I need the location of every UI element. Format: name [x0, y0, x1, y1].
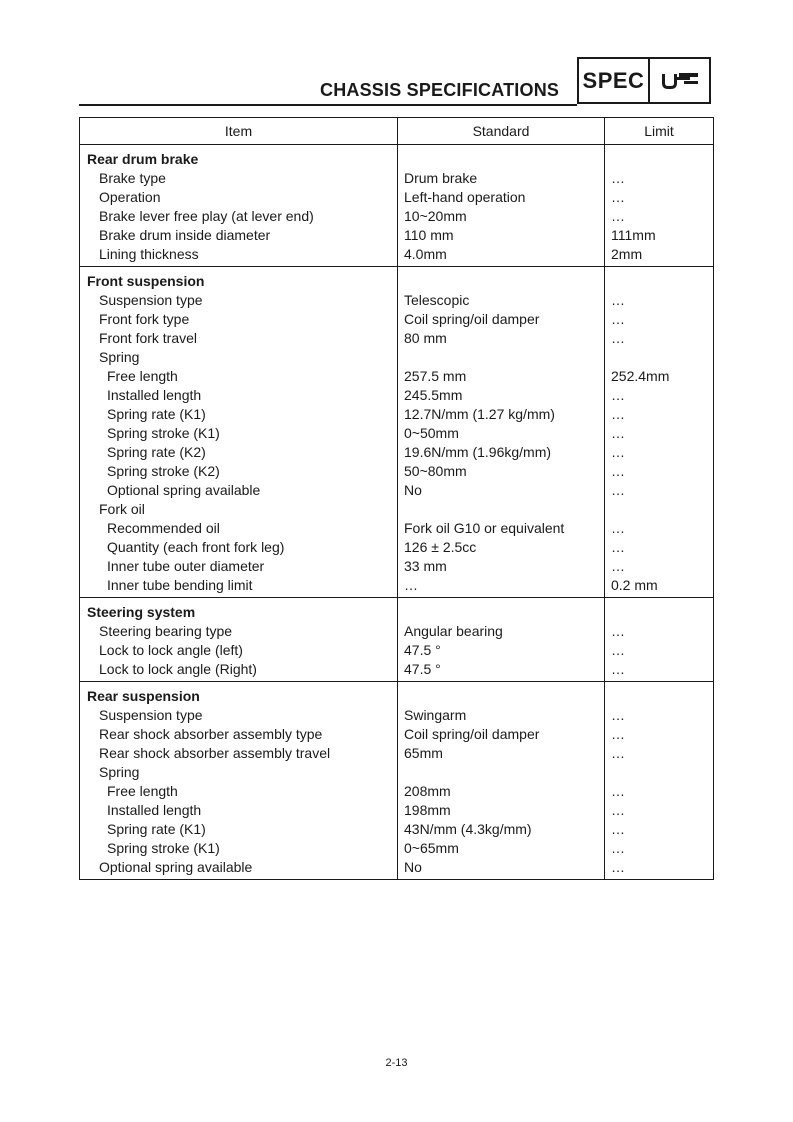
wrench-icon: [650, 59, 709, 102]
standard-value: 47.5 °: [404, 661, 441, 677]
standard-value: Coil spring/oil damper: [404, 311, 540, 327]
item-label: Brake lever free play (at lever end): [99, 208, 314, 224]
limit-value: …: [611, 330, 625, 346]
standard-value: 80 mm: [404, 330, 447, 346]
item-label: Optional spring available: [107, 482, 261, 498]
item-label: Free length: [107, 368, 178, 384]
limit-value: …: [611, 425, 625, 441]
standard-value: No: [404, 859, 422, 875]
item-label: Spring stroke (K2): [107, 463, 220, 479]
standard-cell: [398, 682, 605, 880]
standard-value: 245.5mm: [404, 387, 463, 403]
standard-value: [404, 603, 598, 622]
standard-value: 126 ± 2.5cc: [404, 539, 477, 555]
limit-cell: [605, 682, 714, 880]
item-label: Recommended oil: [107, 520, 220, 536]
item-label: Lock to lock angle (Right): [99, 661, 257, 677]
page-number: 2-13: [385, 1057, 408, 1069]
item-label: Front fork type: [99, 311, 190, 327]
item-label: Fork oil: [99, 501, 145, 517]
standard-value: 65mm: [404, 745, 443, 761]
standard-value: 47.5 °: [404, 642, 441, 658]
limit-value: …: [611, 189, 625, 205]
standard-value: Swingarm: [404, 707, 467, 723]
standard-value: Fork oil G10 or equivalent: [404, 520, 565, 536]
column-header-limit: Limit: [605, 118, 714, 145]
limit-value: …: [611, 520, 625, 536]
item-label: Suspension type: [99, 292, 203, 308]
item-cell: [80, 267, 398, 598]
standard-value: Coil spring/oil damper: [404, 726, 540, 742]
standard-value: 257.5 mm: [404, 368, 467, 384]
limit-value: 252.4mm: [611, 368, 670, 384]
limit-value: …: [611, 726, 625, 742]
item-label: Lining thickness: [99, 246, 199, 262]
item-label: Rear shock absorber assembly type: [99, 726, 323, 742]
spec-badge: [577, 57, 711, 104]
item-label: Spring rate (K1): [107, 821, 206, 837]
standard-value: 0~50mm: [404, 425, 459, 441]
limit-value: …: [611, 444, 625, 460]
chassis-spec-table: [79, 117, 714, 880]
item-label: Spring: [99, 764, 140, 780]
limit-value: …: [611, 558, 625, 574]
standard-value: 0~65mm: [404, 840, 459, 856]
standard-value: Angular bearing: [404, 623, 503, 639]
item-label: Spring stroke (K1): [107, 425, 220, 441]
standard-cell: [398, 145, 605, 267]
column-header-item: Item: [80, 118, 398, 145]
limit-value: …: [611, 821, 625, 837]
standard-value: 12.7N/mm (1.27 kg/mm): [404, 406, 555, 422]
limit-value: …: [611, 406, 625, 422]
standard-value: 19.6N/mm (1.96kg/mm): [404, 444, 552, 460]
item-label: Spring rate (K1): [107, 406, 206, 422]
standard-value: Left-hand operation: [404, 189, 526, 205]
standard-value: No: [404, 482, 422, 498]
limit-value: …: [611, 539, 625, 555]
item-label: Rear shock absorber assembly travel: [99, 745, 331, 761]
limit-value: 2mm: [611, 246, 643, 262]
item-label: Installed length: [107, 387, 202, 403]
standard-cell: [398, 598, 605, 682]
limit-value: …: [611, 482, 625, 498]
standard-value: 110 mm: [404, 227, 454, 243]
standard-value: [404, 348, 598, 367]
limit-value: …: [611, 292, 625, 308]
limit-value: 111mm: [611, 227, 656, 243]
section-rear-drum-brake: [80, 145, 714, 267]
standard-value: [404, 272, 598, 291]
item-cell: [80, 598, 398, 682]
standard-value: 10~20mm: [404, 208, 467, 224]
column-header-standard: Standard: [398, 118, 605, 145]
limit-cell: [605, 145, 714, 267]
standard-value: 198mm: [404, 802, 451, 818]
item-label: Inner tube bending limit: [107, 577, 253, 593]
limit-value: [611, 687, 707, 706]
page-title: CHASSIS SPECIFICATIONS: [320, 80, 560, 100]
standard-cell: [398, 267, 605, 598]
standard-value: 4.0mm: [404, 246, 447, 262]
item-label: Spring: [99, 349, 140, 365]
limit-value: …: [611, 208, 625, 224]
section-title: Rear drum brake: [87, 151, 199, 167]
limit-value: …: [611, 707, 625, 723]
limit-value: [611, 500, 707, 519]
table-header-row: [80, 118, 714, 145]
item-label: Optional spring available: [99, 859, 253, 875]
standard-value: [404, 763, 598, 782]
standard-value: Drum brake: [404, 170, 478, 186]
item-label: Brake drum inside diameter: [99, 227, 271, 243]
section-front-suspension: [80, 267, 714, 598]
limit-value: …: [611, 170, 625, 186]
standard-value: 208mm: [404, 783, 451, 799]
item-label: Operation: [99, 189, 161, 205]
item-label: Lock to lock angle (left): [99, 642, 243, 658]
item-label: Inner tube outer diameter: [107, 558, 265, 574]
limit-value: …: [611, 802, 625, 818]
item-cell: [80, 682, 398, 880]
item-label: Front fork travel: [99, 330, 198, 346]
limit-cell: [605, 598, 714, 682]
limit-value: [611, 603, 707, 622]
limit-cell: [605, 267, 714, 598]
item-label: Installed length: [107, 802, 202, 818]
spec-badge-label: SPEC: [579, 59, 650, 102]
limit-value: …: [611, 642, 625, 658]
section-title: Steering system: [87, 604, 196, 620]
standard-value: 33 mm: [404, 558, 447, 574]
standard-value: 43N/mm (4.3kg/mm): [404, 821, 532, 837]
limit-value: …: [611, 623, 625, 639]
limit-value: [611, 348, 707, 367]
standard-value: …: [404, 577, 418, 593]
limit-value: …: [611, 783, 625, 799]
limit-value: [611, 272, 707, 291]
limit-value: …: [611, 311, 625, 327]
standard-value: [404, 500, 598, 519]
limit-value: …: [611, 661, 625, 677]
item-label: Steering bearing type: [99, 623, 233, 639]
item-cell: [80, 145, 398, 267]
item-label: Brake type: [99, 170, 166, 186]
limit-value: …: [611, 859, 625, 875]
standard-value: 50~80mm: [404, 463, 467, 479]
limit-value: …: [611, 840, 625, 856]
section-title: Front suspension: [87, 273, 205, 289]
item-label: Suspension type: [99, 707, 203, 723]
standard-value: [404, 150, 598, 169]
limit-value: …: [611, 745, 625, 761]
item-label: Spring rate (K2): [107, 444, 206, 460]
limit-value: [611, 763, 707, 782]
section-steering-system: [80, 598, 714, 682]
item-label: Quantity (each front fork leg): [107, 539, 285, 555]
section-rear-suspension: [80, 682, 714, 880]
limit-value: 0.2 mm: [611, 577, 658, 593]
limit-value: …: [611, 463, 625, 479]
limit-value: …: [611, 387, 625, 403]
item-label: Spring stroke (K1): [107, 840, 220, 856]
header-rule: [79, 104, 577, 106]
limit-value: [611, 150, 707, 169]
standard-value: Telescopic: [404, 292, 470, 308]
standard-value: [404, 687, 598, 706]
item-label: Free length: [107, 783, 178, 799]
section-title: Rear suspension: [87, 688, 200, 704]
